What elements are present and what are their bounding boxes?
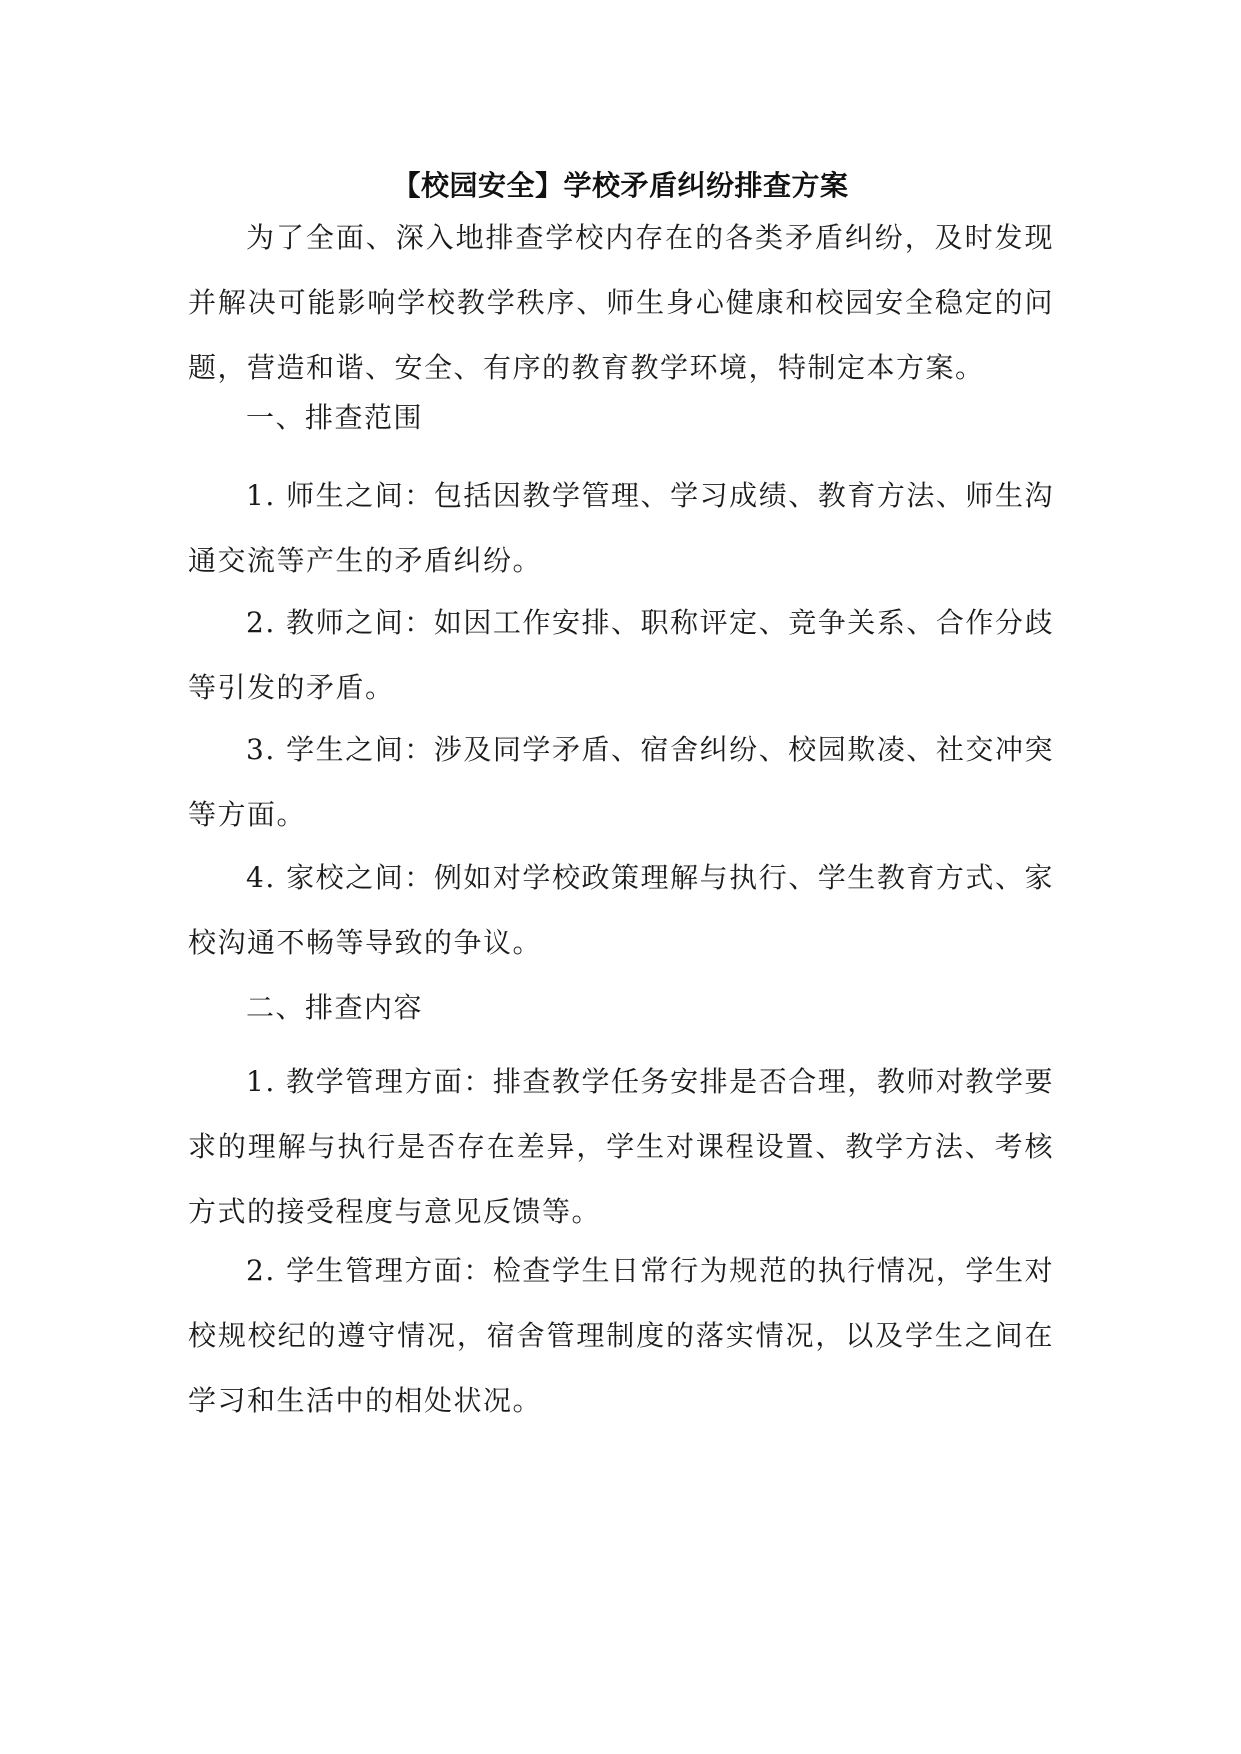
intro-paragraph: 为了全面、深入地排查学校内存在的各类矛盾纠纷，及时发现并解决可能影响学校教学秩序、师生身心健康和校园安全稳定的问题，营造和谐、安全、有序的教育教学环境，特制定本方案。	[188, 221, 1054, 384]
scope-item-1: 1. 师生之间：包括因教学管理、学习成绩、教育方法、师生沟通交流等产生的矛盾纠纷。	[188, 479, 1054, 577]
document-title: 【校园安全】学校矛盾纠纷排查方案	[392, 169, 849, 202]
section-heading-content: 二、排查内容	[246, 991, 424, 1024]
content-item-2: 2. 学生管理方面：检查学生日常行为规范的执行情况，学生对校规校纪的遵守情况，宿舍管理制度的落实情况，以及学生之间在学习和生活中的相处状况。	[188, 1254, 1054, 1417]
content-item-1: 1. 教学管理方面：排查教学任务安排是否合理，教师对教学要求的理解与执行是否存在差异，学生对课程设置、教学方法、考核方式的接受程度与意见反馈等。	[188, 1065, 1054, 1228]
scope-item-4: 4. 家校之间：例如对学校政策理解与执行、学生教育方式、家校沟通不畅等导致的争议。	[188, 861, 1054, 959]
scope-item-2: 2. 教师之间：如因工作安排、职称评定、竞争关系、合作分歧等引发的矛盾。	[188, 606, 1054, 704]
section-heading-scope: 一、排查范围	[246, 401, 424, 434]
scope-item-3: 3. 学生之间：涉及同学矛盾、宿舍纠纷、校园欺凌、社交冲突等方面。	[188, 733, 1054, 831]
